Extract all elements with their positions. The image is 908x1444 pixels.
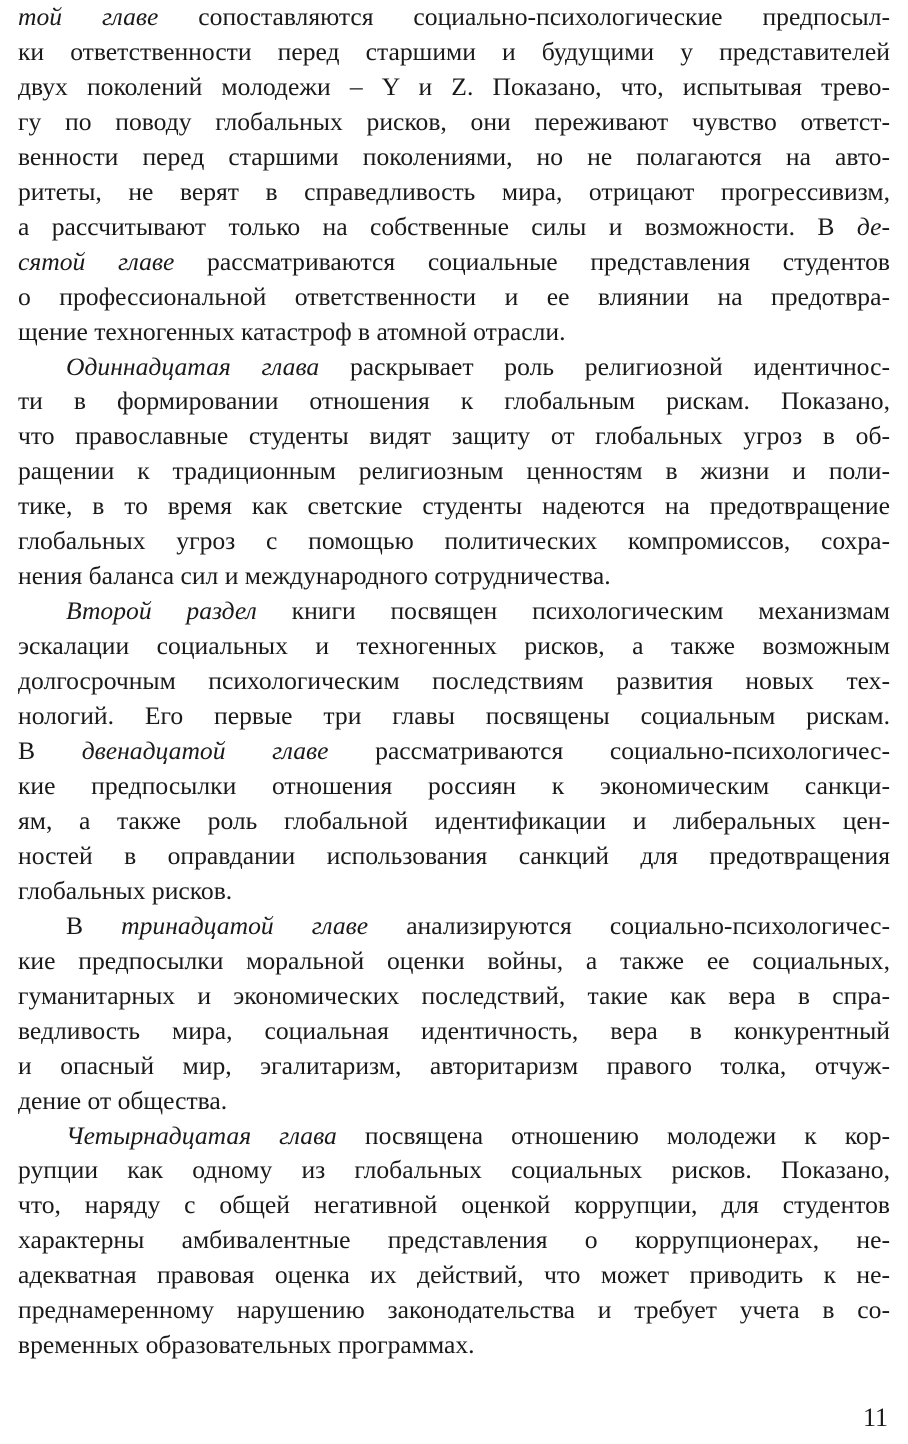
line-text: преднамеренному нарушению законодательства и требует учета в со-: [18, 1295, 890, 1325]
line-text: сопоставляются социально-психологические предпосыл-: [158, 2, 890, 31]
text-line: [18, 419, 890, 454]
text-line: [18, 524, 890, 559]
line-text: глобальных рисков.: [18, 875, 233, 905]
text-line: [18, 1084, 890, 1119]
paragraph-3: [18, 594, 890, 909]
text-line: [18, 699, 890, 734]
text-line: [18, 1049, 890, 1084]
line-text: ностей в оправдании использования санкций для предотвращения: [18, 840, 890, 870]
line-text: кие предпосылки отношения россиян к экономическим санкци-: [18, 770, 890, 800]
line-prefix: В: [18, 736, 82, 766]
line-text: ти в формировании отношения к глобальным рискам. Показано,: [18, 386, 890, 416]
text-line: [18, 1223, 890, 1258]
text-line: [18, 1258, 890, 1293]
line-text: ведливость мира, социальная идентичность, вера в конкурентный: [18, 1015, 890, 1045]
page-body: [18, 0, 890, 1363]
italic-text: Одиннадцатая глава: [66, 351, 320, 381]
text-line: [18, 0, 890, 35]
paragraph-1: [18, 0, 890, 350]
text-line: [18, 769, 890, 804]
italic-text: де-: [856, 211, 890, 241]
paragraph-4: [18, 909, 890, 1119]
line-text: нологий. Его первые три главы посвящены социальным рискам.: [18, 701, 890, 731]
text-line: [18, 839, 890, 874]
text-line: [18, 175, 890, 210]
line-text: нения баланса сил и международного сотрудничества.: [18, 561, 611, 591]
line-text: рассматриваются социально-психологичес-: [328, 736, 890, 766]
line-text: а рассчитывают только на собственные силы и возможности. В: [18, 211, 857, 241]
line-text: раскрывает роль религиозной идентичнос-: [319, 351, 890, 381]
line-text: и опасный мир, эгалитаризм, авторитаризм правого толка, отчуж-: [18, 1050, 890, 1080]
line-text: глобальных угроз с помощью политических компромиссов, сохра-: [18, 526, 890, 556]
text-line: [18, 245, 890, 280]
line-text: ращении к традиционным религиозным ценностям в жизни и поли-: [18, 456, 890, 486]
text-line: [18, 1014, 890, 1049]
italic-text: Второй раздел: [66, 596, 257, 626]
line-text: рассматриваются социальные представления студентов: [174, 246, 890, 276]
line-prefix: В: [66, 910, 122, 940]
text-line: [18, 210, 890, 245]
text-line: [18, 664, 890, 699]
text-line: [18, 280, 890, 315]
line-text: ритеты, не верят в справедливость мира, отрицают прогрессивизм,: [18, 176, 890, 206]
line-text: о профессиональной ответственности и ее влиянии на предотвра-: [18, 281, 890, 311]
line-text: посвящена отношению молодежи к кор-: [336, 1120, 891, 1150]
line-text: ки ответственности перед старшими и будущими у представителей: [18, 36, 890, 66]
line-text: эскалации социальных и техногенных рисков, а также возможным: [18, 631, 890, 661]
line-text: долгосрочным психологическим последствиям развития новых тех-: [18, 666, 890, 696]
text-line: [18, 105, 890, 140]
line-text: ям, а также роль глобальной идентификации и либеральных цен-: [18, 805, 890, 835]
line-text: кие предпосылки моральной оценки войны, а также ее социальных,: [18, 945, 890, 975]
italic-text: тринадцатой главе: [121, 910, 369, 940]
line-text: гу по поводу глобальных рисков, они переживают чувство ответст-: [18, 106, 890, 136]
line-text: рупции как одному из глобальных социальных рисков. Показано,: [18, 1155, 890, 1185]
text-line: [18, 629, 890, 664]
text-line: [18, 140, 890, 175]
text-line: [18, 804, 890, 839]
line-text: тике, в то время как светские студенты надеются на предотвращение: [18, 491, 890, 521]
paragraph-5: [18, 1119, 890, 1364]
text-line: [18, 594, 890, 629]
text-line: [18, 944, 890, 979]
text-line: [18, 1119, 890, 1154]
text-line: [18, 454, 890, 489]
italic-text: сятой главе: [18, 246, 175, 276]
paragraph-2: [18, 350, 890, 595]
line-text: гуманитарных и экономических последствий, такие как вера в спра-: [18, 980, 890, 1010]
text-line: [18, 315, 890, 350]
line-text: временных образовательных программах.: [18, 1330, 475, 1360]
line-text: дение от общества.: [18, 1085, 228, 1115]
italic-text: той главе: [18, 2, 159, 31]
text-line: [18, 384, 890, 419]
text-line: [18, 489, 890, 524]
text-line: [18, 1153, 890, 1188]
italic-text: двенадцатой главе: [81, 736, 329, 766]
line-text: характерны амбивалентные представления о коррупционерах, не-: [18, 1225, 890, 1255]
text-line: [18, 979, 890, 1014]
line-text: анализируются социально-психологичес-: [368, 910, 890, 940]
line-text: что православные студенты видят защиту от глобальных угроз в об-: [18, 421, 890, 451]
line-text: книги посвящен психологическим механизмам: [256, 596, 891, 626]
text-line: [18, 35, 890, 70]
text-line: [18, 1188, 890, 1223]
page-number: 11: [862, 1403, 888, 1432]
line-text: щение техногенных катастроф в атомной отрасли.: [18, 316, 566, 346]
text-line: [18, 350, 890, 385]
text-line: [18, 874, 890, 909]
line-text: венности перед старшими поколениями, но не полагаются на авто-: [18, 141, 890, 171]
line-text: что, наряду с общей негативной оценкой коррупции, для студентов: [18, 1190, 890, 1220]
line-text: двух поколений молодежи – Y и Z. Показано, что, испытывая трево-: [18, 71, 890, 101]
text-line: [18, 70, 890, 105]
italic-text: Четырнадцатая глава: [66, 1120, 337, 1150]
text-line: [18, 1328, 890, 1363]
text-line: [18, 559, 890, 594]
line-text: адекватная правовая оценка их действий, что может приводить к не-: [18, 1260, 890, 1290]
text-line: [18, 909, 890, 944]
text-line: [18, 734, 890, 769]
text-line: [18, 1293, 890, 1328]
